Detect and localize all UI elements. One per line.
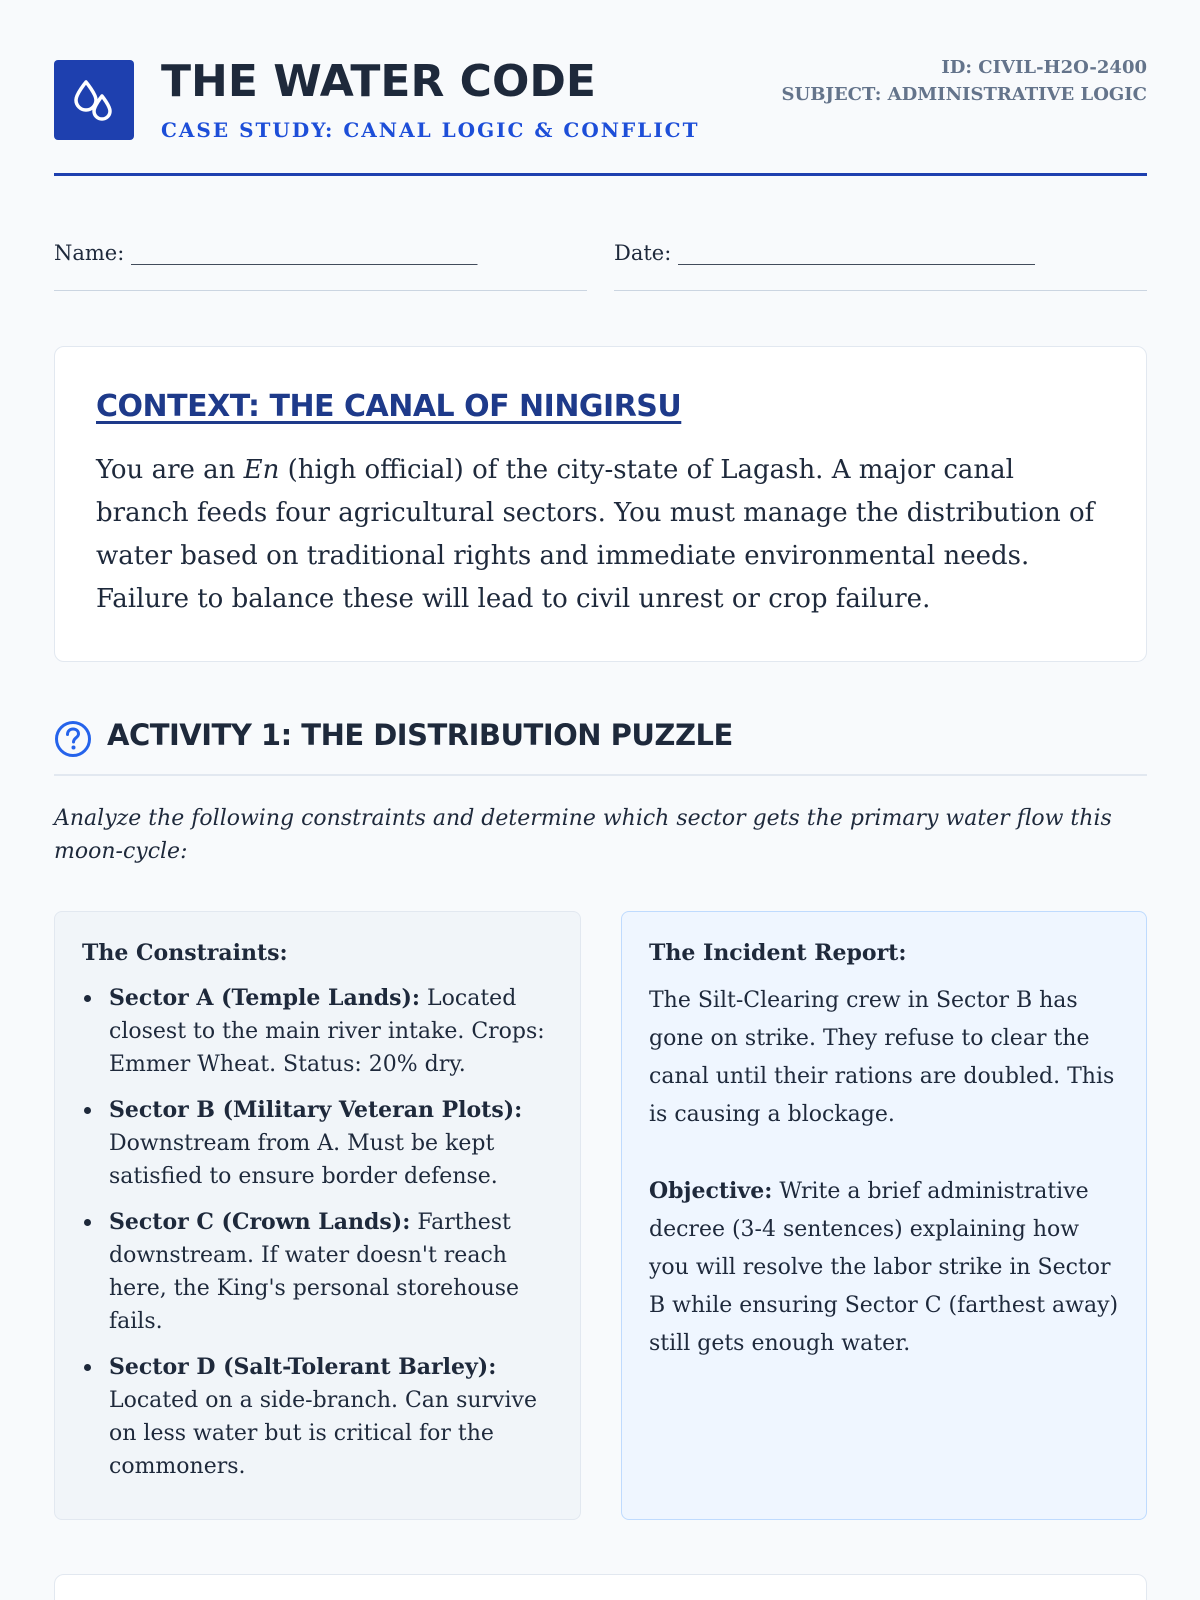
constraint-label: Sector A (Temple Lands): [109, 985, 421, 1011]
next-section-card [54, 1574, 1147, 1600]
list-item [82, 982, 553, 1081]
question-circle-icon [54, 720, 92, 758]
incident-report: The Silt-Clearing crew in Sector B has gone on strike. They refuse to clear the canal until their rations are doubled. This is causing a blockage. [649, 988, 1115, 1127]
page-title: THE WATER CODE [161, 56, 596, 107]
constraints-panel [54, 911, 581, 1520]
constraint-label: Sector C (Crown Lands): [109, 1209, 411, 1235]
document-meta [782, 54, 1147, 108]
logo [54, 60, 134, 140]
incident-panel [621, 911, 1147, 1520]
objective-text: Write a brief administrative decree (3-4 sentences) explaining how you will resolve the labor strike in Sector B while ensuring Sector C (farthest away) still gets enough water. [649, 1179, 1119, 1356]
context-body-emphasis: En [243, 455, 280, 485]
water-drop-icon [70, 76, 118, 124]
document-subject: SUBJECT: ADMINISTRATIVE LOGIC [781, 84, 1147, 105]
date-field[interactable]: Date: __________________________________ [614, 241, 1147, 291]
objective-label: Objective: [649, 1178, 773, 1204]
name-field[interactable]: Name: _________________________________ [54, 241, 587, 291]
worksheet-page [54, 0, 1147, 1600]
constraints-title: The Constraints: [82, 940, 288, 966]
constraint-text: Farthest downstream. If water doesn't reach here, the King's personal storehouse fails. [109, 1210, 520, 1334]
context-title: CONTEXT: THE CANAL OF NINGIRSU [96, 389, 682, 424]
list-item [82, 1094, 553, 1193]
constraints-list [82, 982, 553, 1483]
context-card [54, 346, 1147, 662]
incident-title: The Incident Report: [649, 940, 907, 966]
constraint-text: Located closest to the main river intake. Crops: Emmer Wheat. Status: 20% dry. [109, 986, 545, 1077]
activity-title: ACTIVITY 1: THE DISTRIBUTION PUZZLE [107, 718, 733, 752]
constraint-text: Downstream from A. Must be kept satisfied to ensure border defense. [109, 1131, 498, 1189]
page-subtitle: CASE STUDY: CANAL LOGIC & CONFLICT [161, 118, 700, 142]
activity-instructions: Analyze the following constraints and determine which sector gets the primary water flow this moon-cycle: [54, 806, 1112, 864]
document-id: ID: CIVIL-H2O-2400 [941, 57, 1147, 78]
header [54, 56, 1147, 176]
context-body [96, 449, 1096, 621]
constraint-text: Located on a side-branch. Can survive on less water but is critical for the commoners. [109, 1388, 537, 1479]
list-item [82, 1351, 553, 1483]
context-body-start: You are an [96, 455, 244, 485]
activity-header [54, 716, 1147, 776]
constraint-label: Sector D (Salt-Tolerant Barley): [109, 1354, 497, 1380]
context-body-end: (high official) of the city-state of Lagash. A major canal branch feeds four agricultural sectors. You must manage the distribution of water based on traditional rights and immediate environmental needs. Failure to balance these will lead to civil unrest or crop failure. [96, 455, 1095, 614]
incident-objective [649, 1172, 1119, 1363]
constraint-label: Sector B (Military Veteran Plots): [109, 1097, 523, 1123]
list-item [82, 1206, 553, 1338]
